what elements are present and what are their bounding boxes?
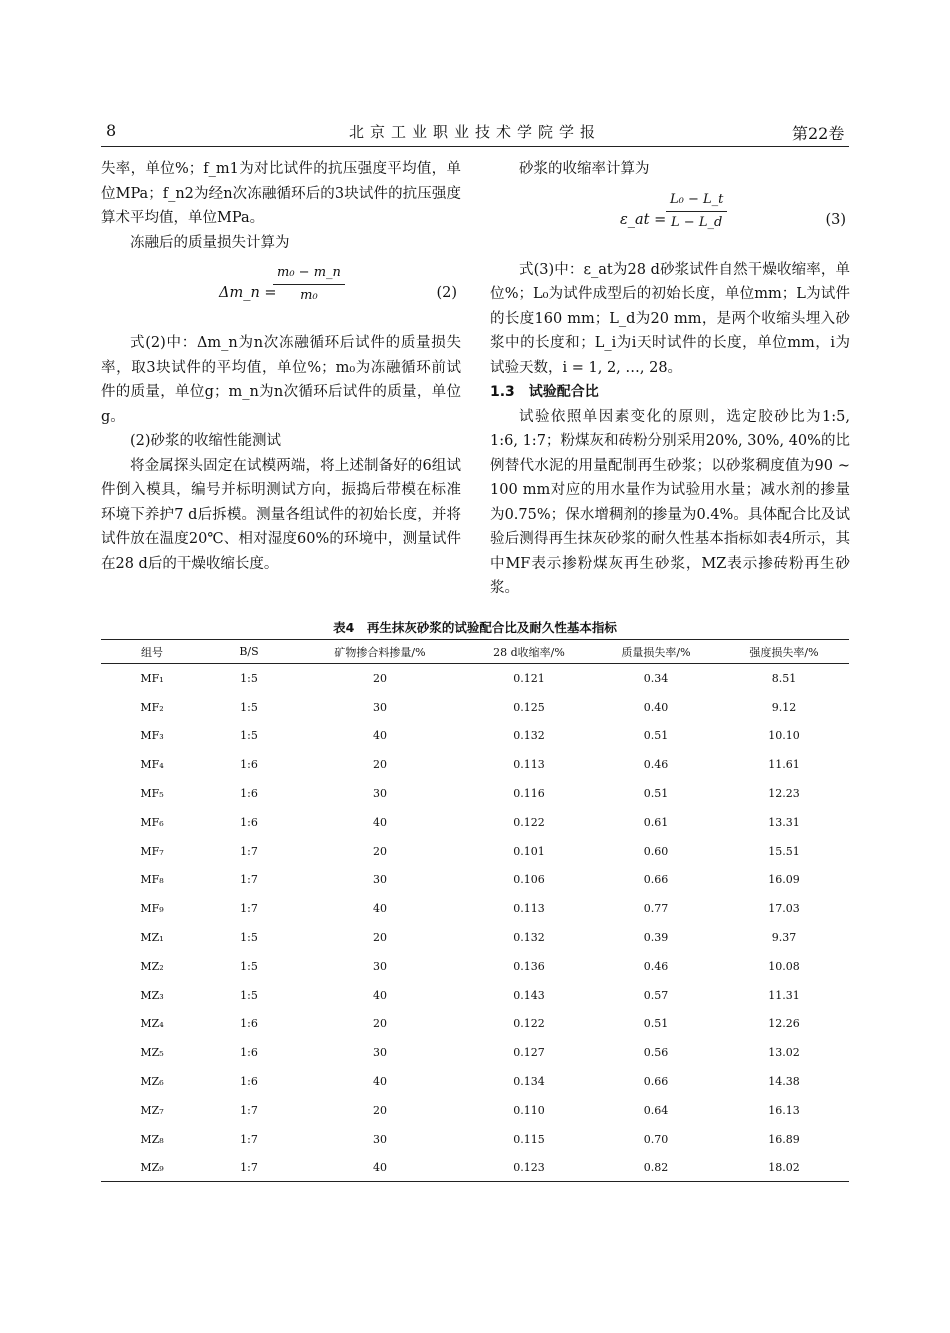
- cell-mass-loss-rate: 0.46: [643, 959, 669, 973]
- cell-admixture-content: 30: [373, 787, 387, 801]
- cell-strength-loss-rate: 11.31: [768, 988, 800, 1002]
- cell-shrinkage-rate: 0.134: [513, 1075, 545, 1089]
- cell-group-id: MZ₆: [140, 1075, 164, 1089]
- cell-admixture-content: 40: [373, 1075, 387, 1089]
- cell-mass-loss-rate: 0.46: [643, 758, 669, 772]
- cell-binder-sand-ratio: 1:5: [240, 729, 258, 743]
- column-header: B/S: [239, 645, 259, 658]
- cell-mass-loss-rate: 0.82: [643, 1161, 669, 1175]
- cell-binder-sand-ratio: 1:5: [240, 671, 258, 685]
- table-row: [101, 981, 849, 1010]
- cell-mass-loss-rate: 0.34: [643, 671, 669, 685]
- equation-fraction: [666, 190, 727, 233]
- cell-binder-sand-ratio: 1:6: [240, 1046, 258, 1060]
- cell-admixture-content: 40: [373, 988, 387, 1002]
- cell-group-id: MZ₈: [140, 1132, 164, 1146]
- cell-mass-loss-rate: 0.66: [643, 1075, 669, 1089]
- equation-denominator: m₀: [300, 288, 318, 303]
- cell-binder-sand-ratio: 1:7: [240, 873, 258, 887]
- cell-admixture-content: 20: [373, 671, 387, 685]
- table-row: [101, 664, 849, 693]
- cell-mass-loss-rate: 0.70: [643, 1132, 669, 1146]
- paragraph: 冻融后的质量损失计算为: [130, 234, 290, 251]
- table-row: [101, 1125, 849, 1154]
- cell-mass-loss-rate: 0.64: [643, 1103, 669, 1117]
- cell-admixture-content: 40: [373, 902, 387, 916]
- cell-group-id: MF₆: [140, 815, 164, 829]
- cell-admixture-content: 30: [373, 873, 387, 887]
- subsection-heading: (2)砂浆的收缩性能测试: [130, 433, 282, 449]
- cell-strength-loss-rate: 16.89: [768, 1132, 800, 1146]
- table-row: [101, 779, 849, 808]
- cell-admixture-content: 40: [373, 729, 387, 743]
- cell-shrinkage-rate: 0.122: [513, 1017, 545, 1031]
- cell-shrinkage-rate: 0.132: [513, 931, 545, 945]
- cell-binder-sand-ratio: 1:7: [240, 844, 258, 858]
- table-row: [101, 693, 849, 722]
- cell-group-id: MZ₁: [140, 931, 164, 945]
- cell-group-id: MF₃: [140, 729, 164, 743]
- table-row: [101, 1096, 849, 1125]
- cell-mass-loss-rate: 0.66: [643, 873, 669, 887]
- cell-group-id: MZ₃: [140, 988, 164, 1002]
- cell-admixture-content: 20: [373, 931, 387, 945]
- cell-mass-loss-rate: 0.77: [643, 902, 669, 916]
- table-body: [101, 664, 849, 1182]
- paragraph: 砂浆的收缩率计算为: [519, 161, 650, 177]
- section-heading: 1.3 试验配合比: [490, 384, 599, 400]
- column-header: 组号: [141, 645, 163, 659]
- cell-mass-loss-rate: 0.56: [643, 1046, 669, 1060]
- journal-title: 北京工业职业技术学院学报: [348, 123, 601, 141]
- equation-3: [490, 188, 850, 250]
- cell-shrinkage-rate: 0.106: [513, 873, 545, 887]
- table-row: [101, 808, 849, 837]
- cell-binder-sand-ratio: 1:5: [240, 700, 258, 714]
- cell-binder-sand-ratio: 1:6: [240, 787, 258, 801]
- cell-binder-sand-ratio: 1:7: [240, 1132, 258, 1146]
- cell-shrinkage-rate: 0.113: [513, 758, 545, 772]
- table-row: [101, 722, 849, 751]
- cell-group-id: MF₁: [140, 671, 164, 685]
- cell-shrinkage-rate: 0.136: [513, 959, 545, 973]
- cell-group-id: MF₈: [140, 873, 164, 887]
- cell-group-id: MZ₂: [140, 959, 164, 973]
- cell-shrinkage-rate: 0.123: [513, 1161, 545, 1175]
- equation-lhs: Δm_n =: [219, 285, 277, 301]
- table-caption: 表4 再生抹灰砂浆的试验配合比及耐久性基本指标: [333, 620, 617, 635]
- cell-mass-loss-rate: 0.39: [643, 931, 669, 945]
- cell-strength-loss-rate: 11.61: [768, 758, 800, 772]
- cell-admixture-content: 20: [373, 758, 387, 772]
- cell-strength-loss-rate: 12.26: [768, 1017, 800, 1031]
- cell-admixture-content: 20: [373, 1017, 387, 1031]
- cell-mass-loss-rate: 0.40: [643, 700, 669, 714]
- table-row: [101, 866, 849, 895]
- cell-shrinkage-rate: 0.113: [513, 902, 545, 916]
- table-row: [101, 750, 849, 779]
- column-header: 强度损失率/%: [749, 645, 819, 659]
- column-header: 质量损失率/%: [621, 645, 691, 659]
- cell-strength-loss-rate: 16.13: [768, 1103, 800, 1117]
- cell-admixture-content: 30: [373, 700, 387, 714]
- table-row: [101, 1038, 849, 1067]
- table-row: [101, 837, 849, 866]
- equation-2: [101, 261, 461, 323]
- column-header: 矿物掺合料掺量/%: [334, 645, 426, 659]
- cell-strength-loss-rate: 16.09: [768, 873, 800, 887]
- equation-fraction: [273, 263, 345, 306]
- paragraph: 将金属探头固定在试模两端，将上述制备好的6组试件倒入模具，编号并标明测试方向，振捣后带模在标准环境下养护7 d后拆模。测量各组试件的初始长度，并将试件放在温度20℃、相对湿度60%的环境中，测量试件在28 d后的干燥收缩长度。: [101, 457, 461, 572]
- cell-binder-sand-ratio: 1:5: [240, 959, 258, 973]
- cell-mass-loss-rate: 0.60: [643, 844, 669, 858]
- cell-group-id: MZ₇: [140, 1103, 164, 1117]
- paragraph: 试验依照单因素变化的原则，选定胶砂比为1:5, 1:6, 1:7；粉煤灰和砖粉分别采用20%, 30%, 40%的比例替代水泥的用量配制再生砂浆；以砂浆稠度值为90 ~ 100 mm对应的用水量作为试验用水量；减水剂的掺量为0.75%；保水增稠剂的掺量为0.4%。具体配合比及试验后测得再生抹灰砂浆的耐久性基本指标如表4所示，其中MF表示掺粉煤灰再生砂浆，MZ表示掺砖粉再生砂浆。: [490, 408, 850, 596]
- cell-group-id: MF₉: [140, 902, 164, 916]
- left-column: [101, 157, 461, 576]
- cell-shrinkage-rate: 0.132: [513, 729, 545, 743]
- cell-shrinkage-rate: 0.122: [513, 815, 545, 829]
- results-table: [101, 640, 849, 1182]
- cell-binder-sand-ratio: 1:7: [240, 1103, 258, 1117]
- cell-admixture-content: 30: [373, 959, 387, 973]
- table-row: [101, 923, 849, 952]
- cell-group-id: MZ₄: [140, 1017, 164, 1031]
- cell-shrinkage-rate: 0.116: [513, 787, 545, 801]
- equation-lhs: ε_at =: [620, 211, 667, 228]
- volume-label: 第22卷: [792, 124, 845, 143]
- cell-shrinkage-rate: 0.110: [513, 1103, 545, 1117]
- cell-binder-sand-ratio: 1:5: [240, 988, 258, 1002]
- cell-admixture-content: 20: [373, 1103, 387, 1117]
- cell-group-id: MF₂: [140, 700, 164, 714]
- paragraph: 式(3)中：ε_at为28 d砂浆试件自然干燥收缩率，单位%；L₀为试件成型后的初始长度，单位mm；L为试件的长度160 mm；L_d为20 mm，是两个收缩头埋入砂浆中的长度和；L_i为i天时试件的长度，单位mm，i为试验天数，i = 1, 2, …, 28。: [490, 261, 850, 376]
- equation-number: (2): [436, 285, 457, 301]
- cell-shrinkage-rate: 0.121: [513, 671, 545, 685]
- cell-admixture-content: 40: [373, 815, 387, 829]
- cell-shrinkage-rate: 0.125: [513, 700, 545, 714]
- cell-shrinkage-rate: 0.115: [513, 1132, 545, 1146]
- cell-binder-sand-ratio: 1:5: [240, 931, 258, 945]
- cell-mass-loss-rate: 0.61: [643, 815, 669, 829]
- paragraph: 式(2)中：Δm_n为n次冻融循环后试件的质量损失率，取3块试件的平均值，单位%；m₀为冻融循环前试件的质量，单位g；m_n为n次循环后试件的质量，单位g。: [101, 335, 461, 425]
- equation-number: (3): [825, 211, 846, 228]
- cell-group-id: MF₇: [140, 844, 164, 858]
- page-number: 8: [106, 121, 117, 140]
- equation-numerator: m₀ − m_n: [273, 263, 345, 285]
- table-row: [101, 1067, 849, 1096]
- cell-strength-loss-rate: 15.51: [768, 844, 800, 858]
- cell-binder-sand-ratio: 1:6: [240, 1075, 258, 1089]
- cell-group-id: MF₄: [140, 758, 164, 772]
- cell-group-id: MZ₅: [140, 1046, 164, 1060]
- table-header-row: [101, 640, 849, 663]
- table-row: [101, 1010, 849, 1039]
- cell-binder-sand-ratio: 1:6: [240, 758, 258, 772]
- cell-shrinkage-rate: 0.143: [513, 988, 545, 1002]
- cell-group-id: MF₅: [140, 787, 164, 801]
- header-rule: [101, 146, 849, 147]
- cell-strength-loss-rate: 13.31: [768, 815, 800, 829]
- cell-admixture-content: 30: [373, 1132, 387, 1146]
- equation-numerator: L₀ − L_t: [666, 190, 727, 212]
- cell-mass-loss-rate: 0.57: [643, 988, 669, 1002]
- cell-mass-loss-rate: 0.51: [643, 787, 669, 801]
- cell-admixture-content: 40: [373, 1161, 387, 1175]
- cell-strength-loss-rate: 12.23: [768, 787, 800, 801]
- cell-binder-sand-ratio: 1:7: [240, 902, 258, 916]
- cell-group-id: MZ₉: [140, 1161, 164, 1175]
- right-column: [490, 157, 850, 601]
- cell-strength-loss-rate: 8.51: [771, 671, 797, 685]
- cell-strength-loss-rate: 17.03: [768, 902, 800, 916]
- cell-binder-sand-ratio: 1:7: [240, 1161, 258, 1175]
- column-header: 28 d收缩率/%: [493, 645, 565, 659]
- cell-admixture-content: 30: [373, 1046, 387, 1060]
- table-row: [101, 952, 849, 981]
- cell-strength-loss-rate: 9.37: [771, 931, 797, 945]
- cell-shrinkage-rate: 0.127: [513, 1046, 545, 1060]
- cell-strength-loss-rate: 9.12: [771, 700, 797, 714]
- cell-binder-sand-ratio: 1:6: [240, 1017, 258, 1031]
- cell-binder-sand-ratio: 1:6: [240, 815, 258, 829]
- cell-admixture-content: 20: [373, 844, 387, 858]
- cell-strength-loss-rate: 10.08: [768, 959, 800, 973]
- cell-mass-loss-rate: 0.51: [643, 1017, 669, 1031]
- cell-strength-loss-rate: 18.02: [768, 1161, 800, 1175]
- cell-mass-loss-rate: 0.51: [643, 729, 669, 743]
- cell-strength-loss-rate: 14.38: [768, 1075, 800, 1089]
- cell-strength-loss-rate: 10.10: [768, 729, 800, 743]
- paragraph: 失率，单位%；f_m1为对比试件的抗压强度平均值，单位MPa；f_n2为经n次冻融循环后的3块试件的抗压强度算术平均值，单位MPa。: [101, 161, 461, 226]
- table-row: [101, 894, 849, 923]
- cell-strength-loss-rate: 13.02: [768, 1046, 800, 1060]
- cell-shrinkage-rate: 0.101: [513, 844, 545, 858]
- table-row: [101, 1154, 849, 1183]
- equation-denominator: L − L_d: [671, 214, 723, 230]
